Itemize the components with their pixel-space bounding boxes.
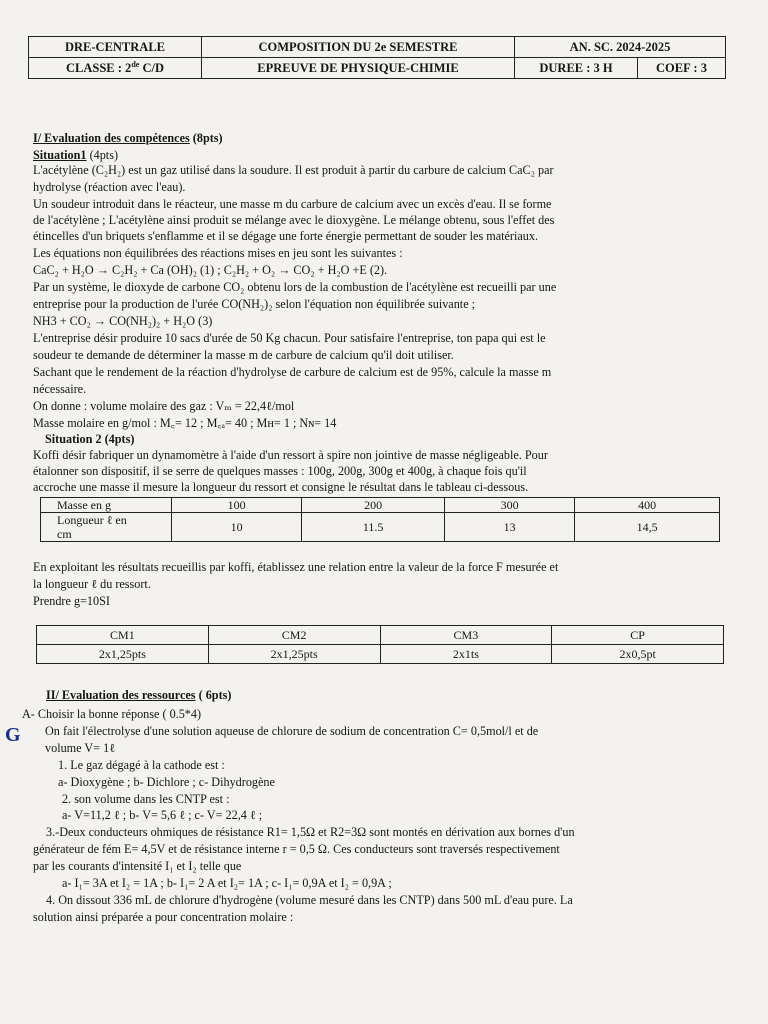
score-header: CM3	[380, 626, 552, 645]
s3-line-6: a- V=11,2 ℓ ; b- V= 5,6 ℓ ; c- V= 22,4 ℓ ;	[62, 808, 263, 822]
s1-data-masses: Masse molaire en g/mol : M꜀= 12 ; M꜀ₐ= 40 ; Mн= 1 ; Nɴ= 14	[33, 416, 337, 430]
table-cell: 10	[172, 513, 302, 542]
header-dre: DRE-CENTRALE	[29, 37, 202, 58]
s2-line-2: accroche une masse il mesure la longueur du ressort et consigne le résultat dans le tableau ci-dessous.	[33, 480, 529, 494]
table-row-label: Masse en g	[41, 498, 172, 513]
table-row	[37, 645, 724, 664]
s3-line-4: a- Dioxygène ; b- Dichlore ; c- Dihydrogène	[58, 775, 275, 789]
section2-title: II/ Evaluation des ressources ( 6pts)	[46, 688, 232, 702]
s3-line-12: solution ainsi préparée a pour concentration molaire :	[33, 910, 294, 924]
s3-line-0: A- Choisir la bonne réponse ( 0.5*4)	[22, 707, 202, 721]
s1-line-0: L'acétylène (C₂H₂) est un gaz utilisé dans la soudure. Il est produit à partir du carbure de calcium CaC₂ par	[33, 163, 554, 177]
s1-line-1: hydrolyse (réaction avec l'eau).	[33, 180, 186, 194]
s2-after-2: Prendre g=10SI	[33, 594, 110, 608]
header-epreuve: EPREUVE DE PHYSIQUE-CHIMIE	[202, 58, 515, 79]
s1-line-3: de l'acétylène ; L'acétylène ainsi produit se mélange avec le dioxygène. Le mélange obtenu, sous l'effet des	[33, 213, 555, 227]
s1-line-8: entreprise pour la production de l'urée CO(NH₂)₂ selon l'équation non équilibrée suivante ;	[33, 297, 476, 311]
s3-line-10: a- I₁= 3A et I₂ = 1A ; b- I₁= 2 A et I₂= 1A ; c- I₁= 0,9A et I₂ = 0,9A ;	[62, 876, 392, 890]
s2-after-0: En exploitant les résultats recueillis par koffi, établissez une relation entre la valeur de la force F mesurée et	[33, 560, 559, 574]
table-cell: 300	[444, 498, 574, 513]
margin-mark: G	[5, 724, 21, 746]
s1-line-7: Par un système, le dioxyde de carbone CO₂ obtenu lors de la combustion de l'acétylène est recueilli par une	[33, 280, 557, 294]
s3-line-11: 4. On dissout 336 mL de chlorure d'hydrogène (volume mesuré dans les CNTP) dans 500 mL d'eau pure. La	[46, 893, 573, 907]
s2-after-1: la longueur ℓ du ressort.	[33, 577, 151, 591]
header-coef: COEF : 3	[638, 58, 726, 79]
situation1-title: Situation1 (4pts)	[33, 148, 118, 162]
table-row-label: Longueur ℓ en cm	[41, 513, 172, 542]
table-cell: 13	[444, 513, 574, 542]
table-cell: 400	[575, 498, 720, 513]
spring-data-table	[40, 497, 720, 542]
situation2-title: Situation 2 (4pts)	[45, 432, 135, 446]
s3-line-9: par les courants d'intensité I₁ et I₂ telle que	[33, 859, 242, 873]
score-header: CM1	[37, 626, 209, 645]
score-cell: 2x1ts	[380, 645, 552, 664]
s1-data-volume: On donne : volume molaire des gaz : Vₘ = 22,4ℓ/mol	[33, 399, 295, 413]
score-cell: 2x1,25pts	[208, 645, 380, 664]
table-row	[41, 498, 720, 513]
table-cell: 100	[172, 498, 302, 513]
table-row	[37, 626, 724, 645]
score-cell: 2x0,5pt	[552, 645, 724, 664]
s3-line-8: générateur de fém E= 4,5V et de résistance interne r = 0,5 Ω. Ces conducteurs sont traversés respectivement	[33, 842, 560, 856]
s1-line-12: Sachant que le rendement de la réaction d'hydrolyse de carbure de calcium est de 95%, calcule la masse m	[33, 365, 552, 379]
score-cell: 2x1,25pts	[37, 645, 209, 664]
s1-line-5: Les équations non équilibrées des réactions mises en jeu sont les suivantes :	[33, 246, 403, 260]
s1-line-11: soudeur te demande de déterminer la masse m de carbure de calcium qu'il doit utiliser.	[33, 348, 454, 362]
s3-line-7: 3.-Deux conducteurs ohmiques de résistance R1= 1,5Ω et R2=3Ω sont montés en dérivation aux bornes d'un	[46, 825, 575, 839]
header-duree: DUREE : 3 H	[515, 58, 638, 79]
s3-line-3: 1. Le gaz dégagé à la cathode est :	[58, 758, 225, 772]
s1-line-13: nécessaire.	[33, 382, 87, 396]
table-row	[41, 513, 720, 542]
header-composition: COMPOSITION DU 2e SEMESTRE	[202, 37, 515, 58]
score-table	[36, 625, 724, 664]
s1-equation-3: NH3 + CO₂ → CO(NH₂)₂ + H₂O (3)	[33, 314, 213, 328]
section1-title: I/ Evaluation des compétences (8pts)	[33, 131, 223, 145]
s1-equation-1-2: CaC₂ + H₂O → C₂H₂ + Ca (OH)₂ (1) ; C₂H₂ + O₂ → CO₂ + H₂O +E (2).	[33, 263, 388, 277]
header-classe: CLASSE : 2de C/D	[29, 58, 202, 79]
s1-line-2: Un soudeur introduit dans le réacteur, une masse m du carbure de calcium avec un excès d'eau. Il se forme	[33, 197, 552, 211]
s1-line-4: étincelles d'un briquets s'enflamme et il se dégage une forte énergie permettant de souder les matériaux.	[33, 229, 539, 243]
table-cell: 200	[302, 498, 445, 513]
s3-line-2: volume V= 1ℓ	[45, 741, 116, 755]
exam-header-table	[28, 36, 726, 79]
table-cell: 14,5	[575, 513, 720, 542]
table-cell: 11.5	[302, 513, 445, 542]
s2-line-1: étalonner son dispositif, il se serre de quelques masses : 100g, 200g, 300g et 400g, à chaque fois qu'il	[33, 464, 527, 478]
score-header: CM2	[208, 626, 380, 645]
s3-line-5: 2. son volume dans les CNTP est :	[62, 792, 230, 806]
score-header: CP	[552, 626, 724, 645]
s3-line-1: On fait l'électrolyse d'une solution aqueuse de chlorure de sodium de concentration C= 0,5mol/l et de	[45, 724, 539, 738]
s1-line-10: L'entreprise désir produire 10 sacs d'urée de 50 Kg chacun. Pour satisfaire l'entreprise, ton papa qui est le	[33, 331, 546, 345]
s2-line-0: Koffi désir fabriquer un dynamomètre à l'aide d'un ressort à spire non jointive de masse négligeable. Pour	[33, 448, 548, 462]
header-year: AN. SC. 2024-2025	[515, 37, 726, 58]
